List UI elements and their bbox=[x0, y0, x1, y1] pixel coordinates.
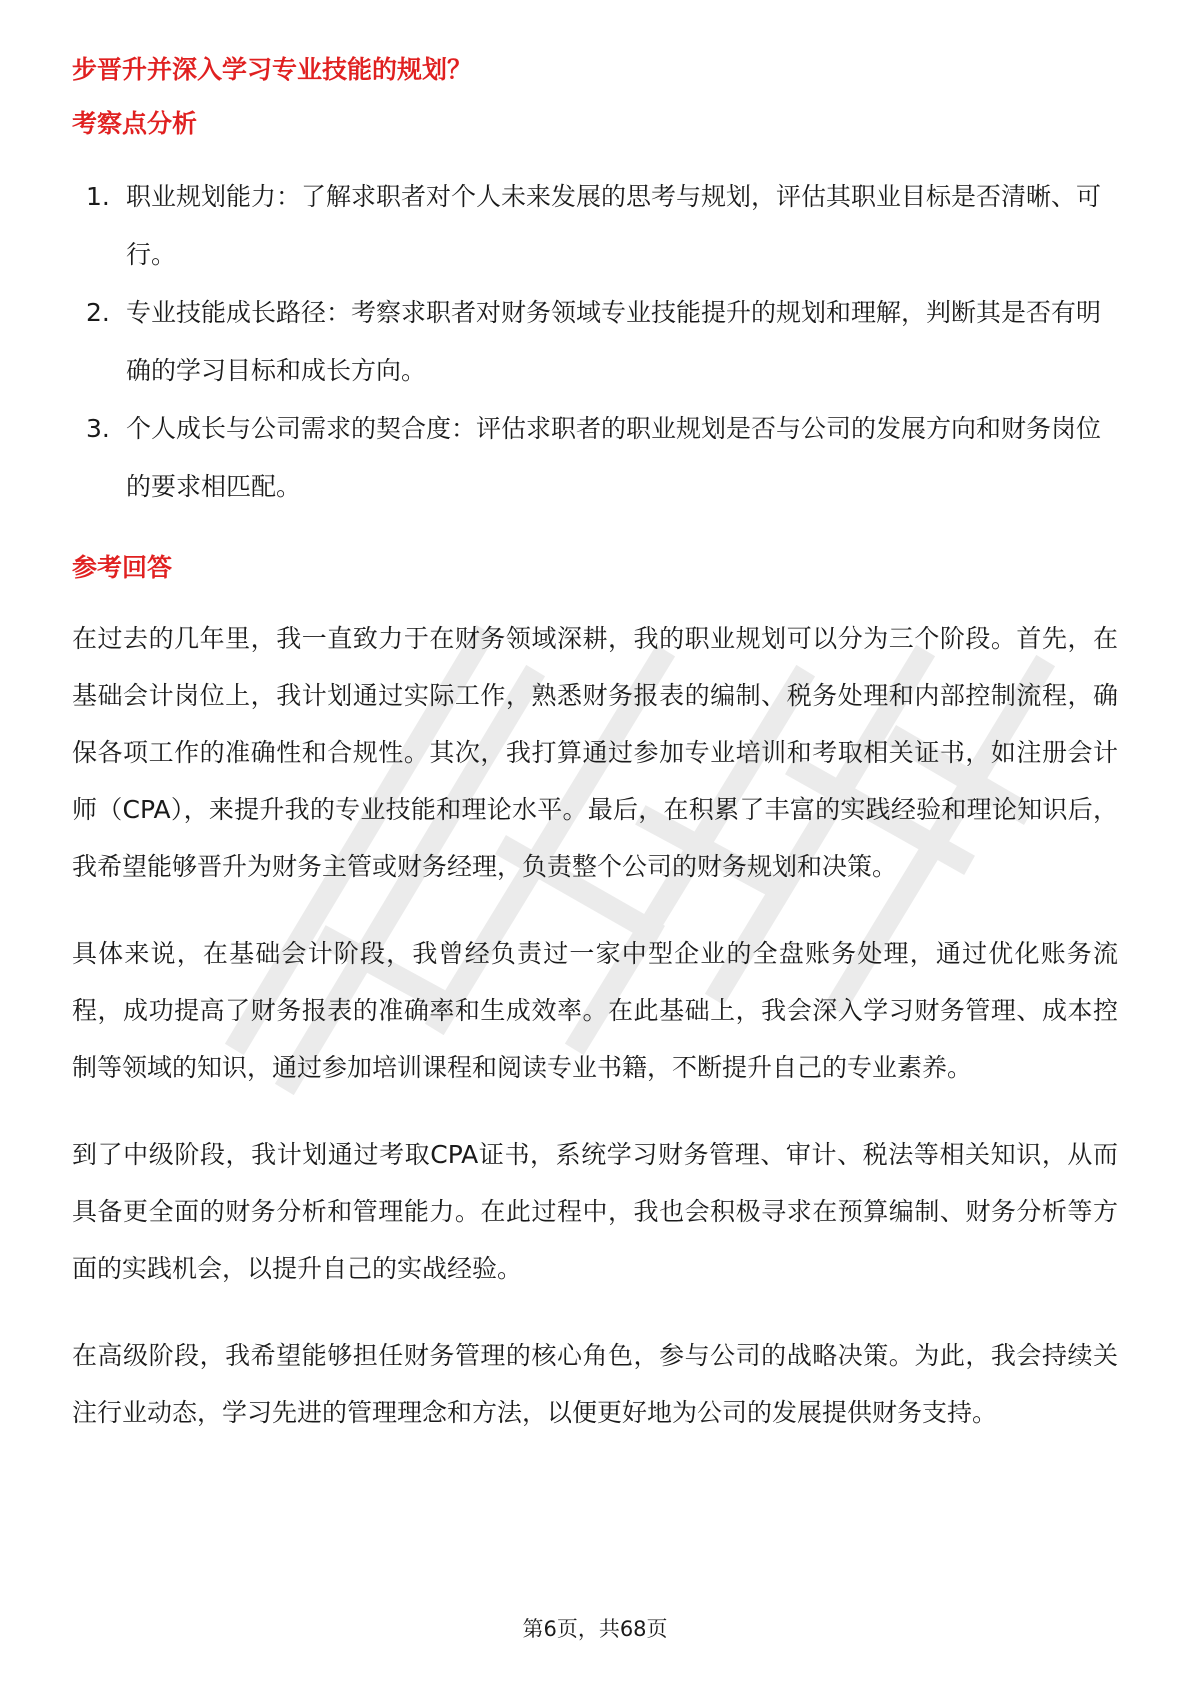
point-text: 专业技能成长路径：考察求职者对财务领域专业技能提升的规划和理解，判断其是否有明确的学习目标和成长方向。 bbox=[126, 298, 1102, 385]
list-number: 2. bbox=[86, 298, 110, 327]
question-heading: 步晋升并深入学习专业技能的规划？ bbox=[72, 55, 473, 84]
point-text: 职业规划能力：了解求职者对个人未来发展的思考与规划，评估其职业目标是否清晰、可行。 bbox=[126, 182, 1102, 269]
analysis-point-3 bbox=[72, 400, 1118, 516]
document-content bbox=[72, 52, 1118, 1471]
answer-paragraph-2: 具体来说，在基础会计阶段，我曾经负责过一家中型企业的全盘账务处理，通过优化账务流程，成功提高了财务报表的准确率和生成效率。在此基础上，我会深入学习财务管理、成本控制等领域的知识，通过参加培训课程和阅读专业书籍，不断提升自己的专业素养。 bbox=[72, 939, 1118, 1082]
analysis-point-2 bbox=[72, 284, 1118, 400]
analysis-list bbox=[72, 168, 1118, 516]
answer-paragraph-4: 在高级阶段，我希望能够担任财务管理的核心角色，参与公司的战略决策。为此，我会持续关注行业动态，学习先进的管理理念和方法，以便更好地为公司的发展提供财务支持。 bbox=[72, 1341, 1118, 1427]
analysis-heading: 考察点分析 bbox=[72, 109, 198, 138]
list-number: 3. bbox=[86, 414, 110, 443]
answer-heading: 参考回答 bbox=[72, 553, 173, 582]
list-number: 1. bbox=[86, 182, 110, 211]
analysis-point-1 bbox=[72, 168, 1118, 284]
answer-paragraph-1: 在过去的几年里，我一直致力于在财务领域深耕，我的职业规划可以分为三个阶段。首先，在基础会计岗位上，我计划通过实际工作，熟悉财务报表的编制、税务处理和内部控制流程，确保各项工作的准确性和合规性。其次，我打算通过参加专业培训和考取相关证书，如注册会计师（CPA），来提升我的专业技能和理论水平。最后，在积累了丰富的实践经验和理论知识后，我希望能够晋升为财务主管或财务经理，负责整个公司的财务规划和决策。 bbox=[72, 624, 1118, 881]
point-text: 个人成长与公司需求的契合度：评估求职者的职业规划是否与公司的发展方向和财务岗位的要求相匹配。 bbox=[126, 414, 1102, 501]
page-number: 第6页，共68页 bbox=[522, 1617, 668, 1641]
answer-paragraph-3: 到了中级阶段，我计划通过考取CPA证书，系统学习财务管理、审计、税法等相关知识，从而具备更全面的财务分析和管理能力。在此过程中，我也会积极寻求在预算编制、财务分析等方面的实践机会，以提升自己的实战经验。 bbox=[72, 1140, 1118, 1283]
